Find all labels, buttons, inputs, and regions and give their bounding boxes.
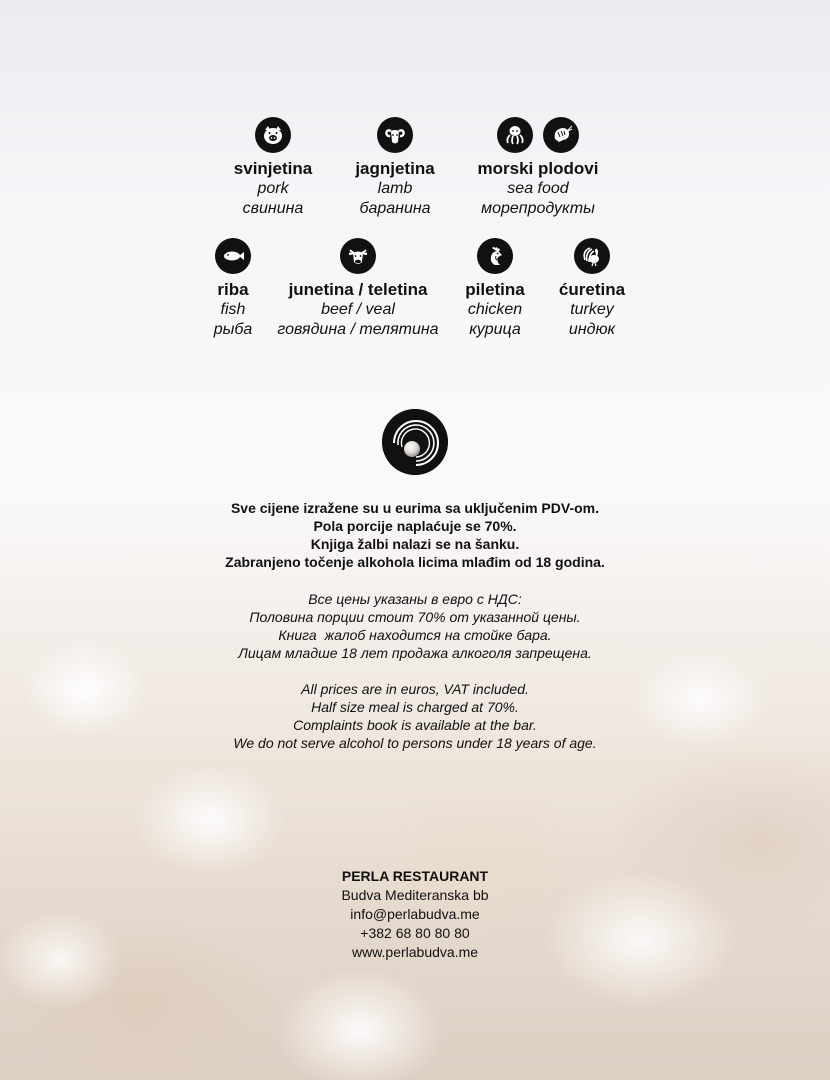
food-legend [0, 0, 830, 360]
restaurant-address: Budva Mediteranska bb [341, 887, 489, 903]
fish-icon [215, 238, 251, 274]
legend-item-beef [268, 238, 448, 340]
legend-label-local: piletina [465, 280, 525, 299]
legend-label-english: sea food [507, 180, 569, 197]
legend-label-russian: баранина [359, 200, 431, 217]
notices-russian [0, 590, 830, 662]
legend-label-local: jagnjetina [355, 159, 435, 178]
legend-item-seafood [468, 117, 608, 219]
legend-item-pork [213, 117, 333, 219]
notice-line: Pola porcije naplaćuje se 70%. [313, 518, 517, 534]
notices-local [0, 499, 830, 571]
notices-english [0, 680, 830, 752]
notice-line: All prices are in euros, VAT included. [301, 681, 529, 697]
notice-line: Все цены указаны в евро с НДС: [308, 591, 522, 607]
notice-line: Половина порции стоит 70% от указанной цены. [249, 609, 581, 625]
notice-line: Knjiga žalbi nalazi se na šanku. [310, 536, 520, 552]
legend-label-english: chicken [467, 301, 523, 318]
legend-label-local: morski plodovi [477, 159, 599, 178]
legend-label-russian: курица [469, 321, 521, 338]
legend-label-russian: рыба [213, 321, 253, 338]
turkey-icon [574, 238, 610, 274]
legend-label-english: fish [220, 301, 246, 318]
octopus-icon [497, 117, 533, 153]
notice-line: Complaints book is available at the bar. [293, 717, 537, 733]
restaurant-name: PERLA RESTAURANT [341, 868, 489, 884]
legend-label-russian: индюк [568, 321, 616, 338]
restaurant-email[interactable]: info@perlabudva.me [350, 906, 480, 922]
legend-label-local: junetina / teletina [288, 280, 428, 299]
legend-label-russian: морепродукты [481, 200, 595, 217]
legend-item-chicken [445, 238, 545, 340]
notice-line: Лицам младше 18 лет продажа алкоголя запрещена. [238, 645, 592, 661]
legend-label-russian: свинина [242, 200, 304, 217]
restaurant-phone[interactable]: +382 68 80 80 80 [360, 925, 470, 941]
pig-icon [255, 117, 291, 153]
legend-label-english: pork [257, 180, 289, 197]
notice-line: Книга жалоб находится на стойке бара. [278, 627, 552, 643]
pearl-logo-icon [382, 409, 448, 475]
notice-line: Half size meal is charged at 70%. [311, 699, 519, 715]
legend-label-russian: говядина / телятина [277, 321, 439, 338]
ram-icon [377, 117, 413, 153]
legend-label-local: svinjetina [233, 159, 313, 178]
legend-label-local: riba [217, 280, 249, 299]
restaurant-contact [0, 867, 830, 962]
cow-icon [340, 238, 376, 274]
legend-label-english: lamb [377, 180, 413, 197]
notice-line: We do not serve alcohol to persons under 18 years of age. [233, 735, 597, 751]
legend-item-lamb [335, 117, 455, 219]
legend-label-english: turkey [570, 301, 614, 318]
rooster-icon [477, 238, 513, 274]
notice-line: Sve cijene izražene su u eurima sa uključenim PDV-om. [230, 500, 600, 516]
legend-label-english: beef / veal [321, 301, 395, 318]
restaurant-website[interactable]: www.perlabudva.me [351, 944, 479, 960]
legend-item-turkey [542, 238, 642, 340]
legend-label-local: ćuretina [558, 280, 626, 299]
shrimp-icon [543, 117, 579, 153]
notice-line: Zabranjeno točenje alkohola licima mlađim od 18 godina. [225, 554, 605, 570]
